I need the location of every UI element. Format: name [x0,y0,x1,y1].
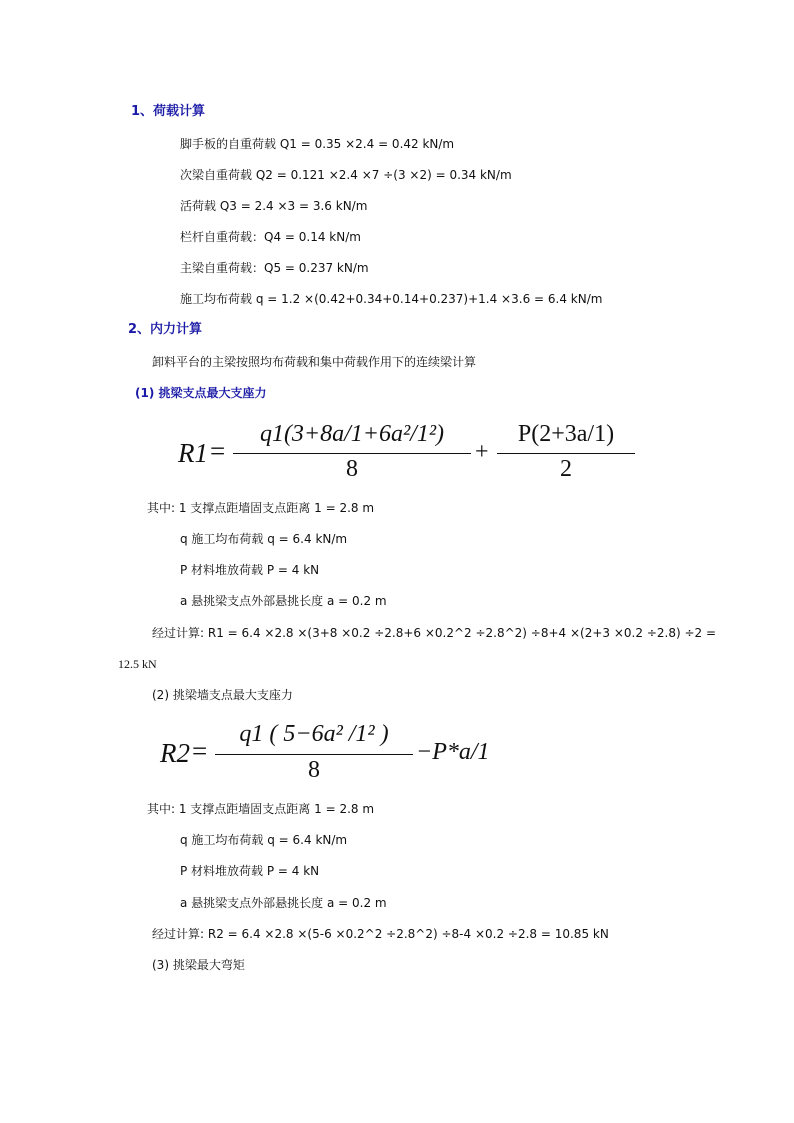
formula-r2-numerator: q1 ( 5−6a² /1² ) [239,721,389,747]
formula-r1-equals: = [210,436,226,466]
formula-r2-equals: = [192,736,208,766]
formula-r2-fraction-bar [215,754,413,755]
section-2-heading: 2、内力计算 [128,322,203,337]
formula-r2-lhs: R2 [160,738,190,768]
sub1-where-2: q 施工均布荷载 q = 6.4 kN/m [180,532,348,546]
sub1-where-1: 其中: 1 支撑点距墙固支点距离 1 = 2.8 m [147,501,375,515]
formula-r1-fraction-bar-1 [233,453,471,454]
sub2-where-3: P 材料堆放荷载 P = 4 kN [180,864,320,878]
sub2-where-2: q 施工均布荷载 q = 6.4 kN/m [180,833,348,847]
section-2-intro: 卸料平台的主梁按照均布荷载和集中荷载作用下的连续梁计算 [152,355,477,369]
load-line-5: 主梁自重荷载：Q5 = 0.237 kN/m [180,261,369,275]
load-line-3: 活荷载 Q3 = 2.4 ×3 = 3.6 kN/m [180,199,368,213]
load-line-1: 脚手板的自重荷载 Q1 = 0.35 ×2.4 = 0.42 kN/m [180,137,455,151]
formula-r1-denominator-1: 8 [346,456,358,482]
load-line-2: 次梁自重荷载 Q2 = 0.121 ×2.4 ×7 ÷(3 ×2) = 0.34 kN/m [180,168,512,182]
formula-r2-denominator: 8 [308,757,320,783]
sub1-where-3: P 材料堆放荷载 P = 4 kN [180,563,320,577]
sub2-where-1: 其中: 1 支撑点距墙固支点距离 1 = 2.8 m [147,802,375,816]
sub1-calc-result: 12.5 kN [118,657,157,671]
formula-r1-denominator-2: 2 [560,456,572,482]
formula-r1-numerator-1: q1(3+8a/1+6a²/1²) [259,421,445,447]
sub3-title: (3) 挑梁最大弯矩 [152,958,245,972]
formula-r1-plus: + [475,439,489,465]
sub1-title: (1) 挑梁支点最大支座力 [135,386,267,400]
formula-r2-tail: −P*a/1 [416,739,490,765]
sub1-calc: 经过计算: R1 = 6.4 ×2.8 ×(3+8 ×0.2 ÷2.8+6 ×0.2^2 ÷2.8^2) ÷8+4 ×(2+3 ×0.2 ÷2.8) ÷2 = [152,626,717,640]
sub2-title: (2) 挑梁墙支点最大支座力 [152,688,293,702]
formula-r1-fraction-bar-2 [497,453,635,454]
sub2-calc: 经过计算: R2 = 6.4 ×2.8 ×(5-6 ×0.2^2 ÷2.8^2) ÷8-4 ×0.2 ÷2.8 = 10.85 kN [152,927,609,941]
formula-r1-lhs: R1 [178,438,208,468]
sub2-where-4: a 悬挑梁支点外部悬挑长度 a = 0.2 m [180,896,387,910]
sub1-where-4: a 悬挑梁支点外部悬挑长度 a = 0.2 m [180,594,387,608]
load-line-6: 施工均布荷载 q = 1.2 ×(0.42+0.34+0.14+0.237)+1.4 ×3.6 = 6.4 kN/m [180,292,603,306]
formula-r1-numerator-2: P(2+3a/1) [517,421,615,447]
load-line-4: 栏杆自重荷载：Q4 = 0.14 kN/m [180,230,361,244]
section-1-heading: 1、荷载计算 [131,104,206,119]
